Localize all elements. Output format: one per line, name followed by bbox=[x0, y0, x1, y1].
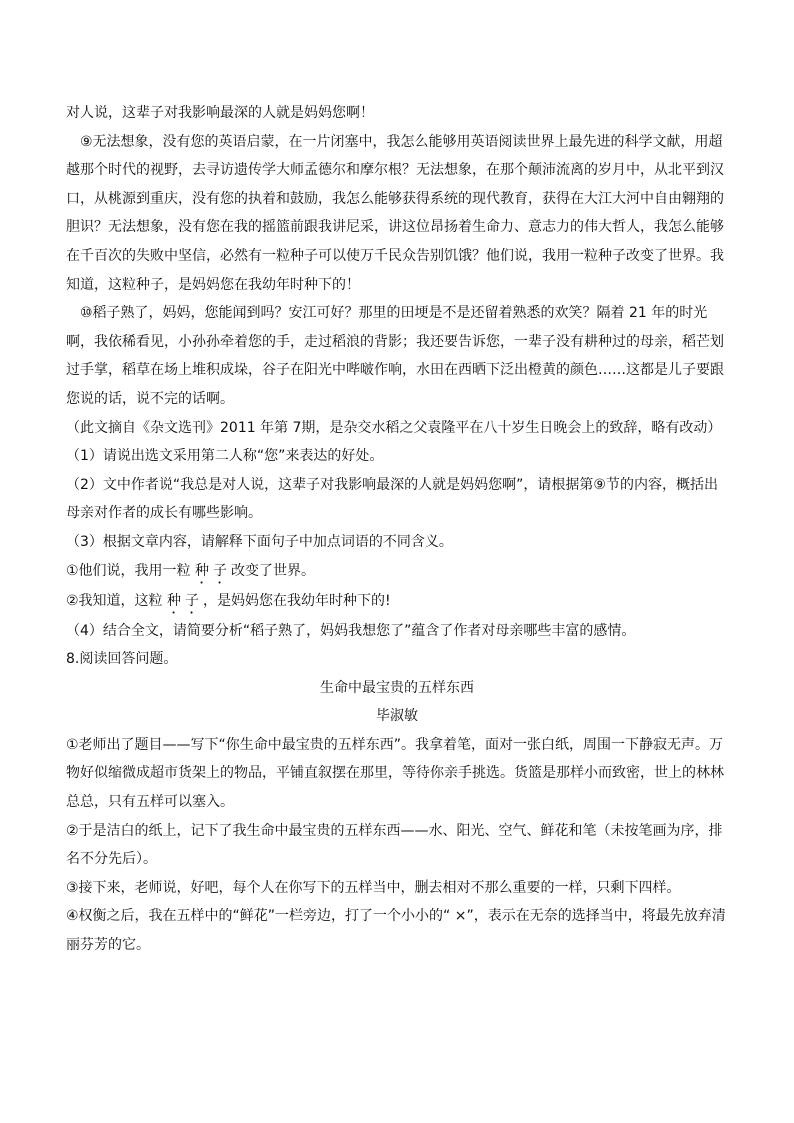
question-3-sentence-2 bbox=[66, 587, 728, 617]
question-4: （4）结合全文，请简要分析“稻子熟了，妈妈我想您了”蕴含了作者对母亲哪些丰富的感情。 bbox=[66, 622, 636, 639]
article-author: 毕淑敏 bbox=[376, 708, 418, 725]
section-heading: 8.阅读回答问题。 bbox=[66, 651, 178, 668]
question-1: （1）请说出选文采用第二人称“您”来表达的好处。 bbox=[66, 448, 384, 465]
sentence-2-suffix: ，是妈妈您在我幼年时种下的! bbox=[203, 592, 391, 609]
question-3-sentence-1 bbox=[66, 557, 728, 587]
sentence-2-prefix: ②我知道，这粒 bbox=[66, 592, 163, 609]
article-paragraph-3: ③接下来，老师说，好吧，每个人在你写下的五样当中，删去相对不那么重要的一样，只剩下四样。 bbox=[66, 879, 681, 896]
article-paragraph-4: ④权衡之后，我在五样中的“鲜花”一栏旁边，打了一个小小的“ ×”，表示在无奈的选择当中，将最先放弃清丽芬芳的它。 bbox=[66, 908, 726, 954]
source-note: （此文摘自《杂文选刊》2011 年第 7期，是杂交水稻之父袁隆平在八十岁生日晚会上的致辞，略有改动） bbox=[66, 419, 722, 436]
sentence-1-suffix: 改变了世界。 bbox=[231, 562, 316, 579]
article-title: 生命中最宝贵的五样东西 bbox=[320, 679, 474, 696]
article-paragraph-2: ②于是洁白的纸上，记下了我生命中最宝贵的五样东西——水、阳光、空气、鲜花和笔（未按笔画为序，排名不分先后）。 bbox=[66, 822, 723, 868]
article-paragraph-1: ①老师出了题目——写下“你生命中最宝贵的五样东西”。我拿着笔，面对一张白纸，周围一下静寂无声。万物好似缩微成超市货架上的物品，平铺直叙摆在那里，等待你亲手挑选。货篮是那样小而致密，世上的林林总总，只有五样可以塞入。 bbox=[66, 736, 724, 811]
dotted-word-seed-2: 种子 bbox=[167, 592, 204, 609]
sentence-1-prefix: ①他们说，我用一粒 bbox=[66, 562, 191, 579]
question-2: （2）文中作者说“我总是对人说，这辈子对我影响最深的人就是妈妈您啊”，请根据第⑨节的内容，概括出母亲对作者的成长有哪些影响。 bbox=[66, 476, 718, 522]
paragraph-continuation: 对人说，这辈子对我影响最深的人就是妈妈您啊！ bbox=[66, 105, 374, 121]
paragraph-10: ⑩稻子熟了，妈妈，您能闻到吗？安江可好？那里的田埂是不是还留着熟悉的欢笑？隔着 21 年的时光啊，我依稀看见，小孙孙牵着您的手，走过稻浪的背影；我还要告诉您，一辈子没有耕种过的母亲，稻芒划过手掌，稻草在场上堆积成垛，谷子在阳光中哔啵作响，水田在西晒下泛出橙黄的颜色……这都是儿子要跟您说的话，说不完的话啊。 bbox=[66, 305, 724, 407]
paragraph-9: ⑨无法想象，没有您的英语启蒙，在一片闭塞中，我怎么能够用英语阅读世界上最先进的科学文献，用超越那个时代的视野，去寻访遗传学大师孟德尔和摩尔根？无法想象，在那个颠沛流离的岁月中，从北平到汉口，从桃源到重庆，没有您的执着和鼓励，我怎么能够获得系统的现代教育，获得在大江大河中自由翱翔的胆识？无法想象，没有您在我的摇篮前跟我讲尼采，讲这位昂扬着生命力、意志力的伟大哲人，我怎么能够在千百次的失败中坚信，必然有一粒种子可以使万千民众告别饥饿？他们说，我用一粒种子改变了世界。我知道，这粒种子，是妈妈您在我幼年时种下的！ bbox=[66, 133, 724, 293]
dotted-word-seed-1: 种子 bbox=[195, 562, 232, 579]
document-body bbox=[66, 99, 728, 960]
question-3: （3）根据文章内容，请解释下面句子中加点词语的不同含义。 bbox=[66, 533, 453, 550]
